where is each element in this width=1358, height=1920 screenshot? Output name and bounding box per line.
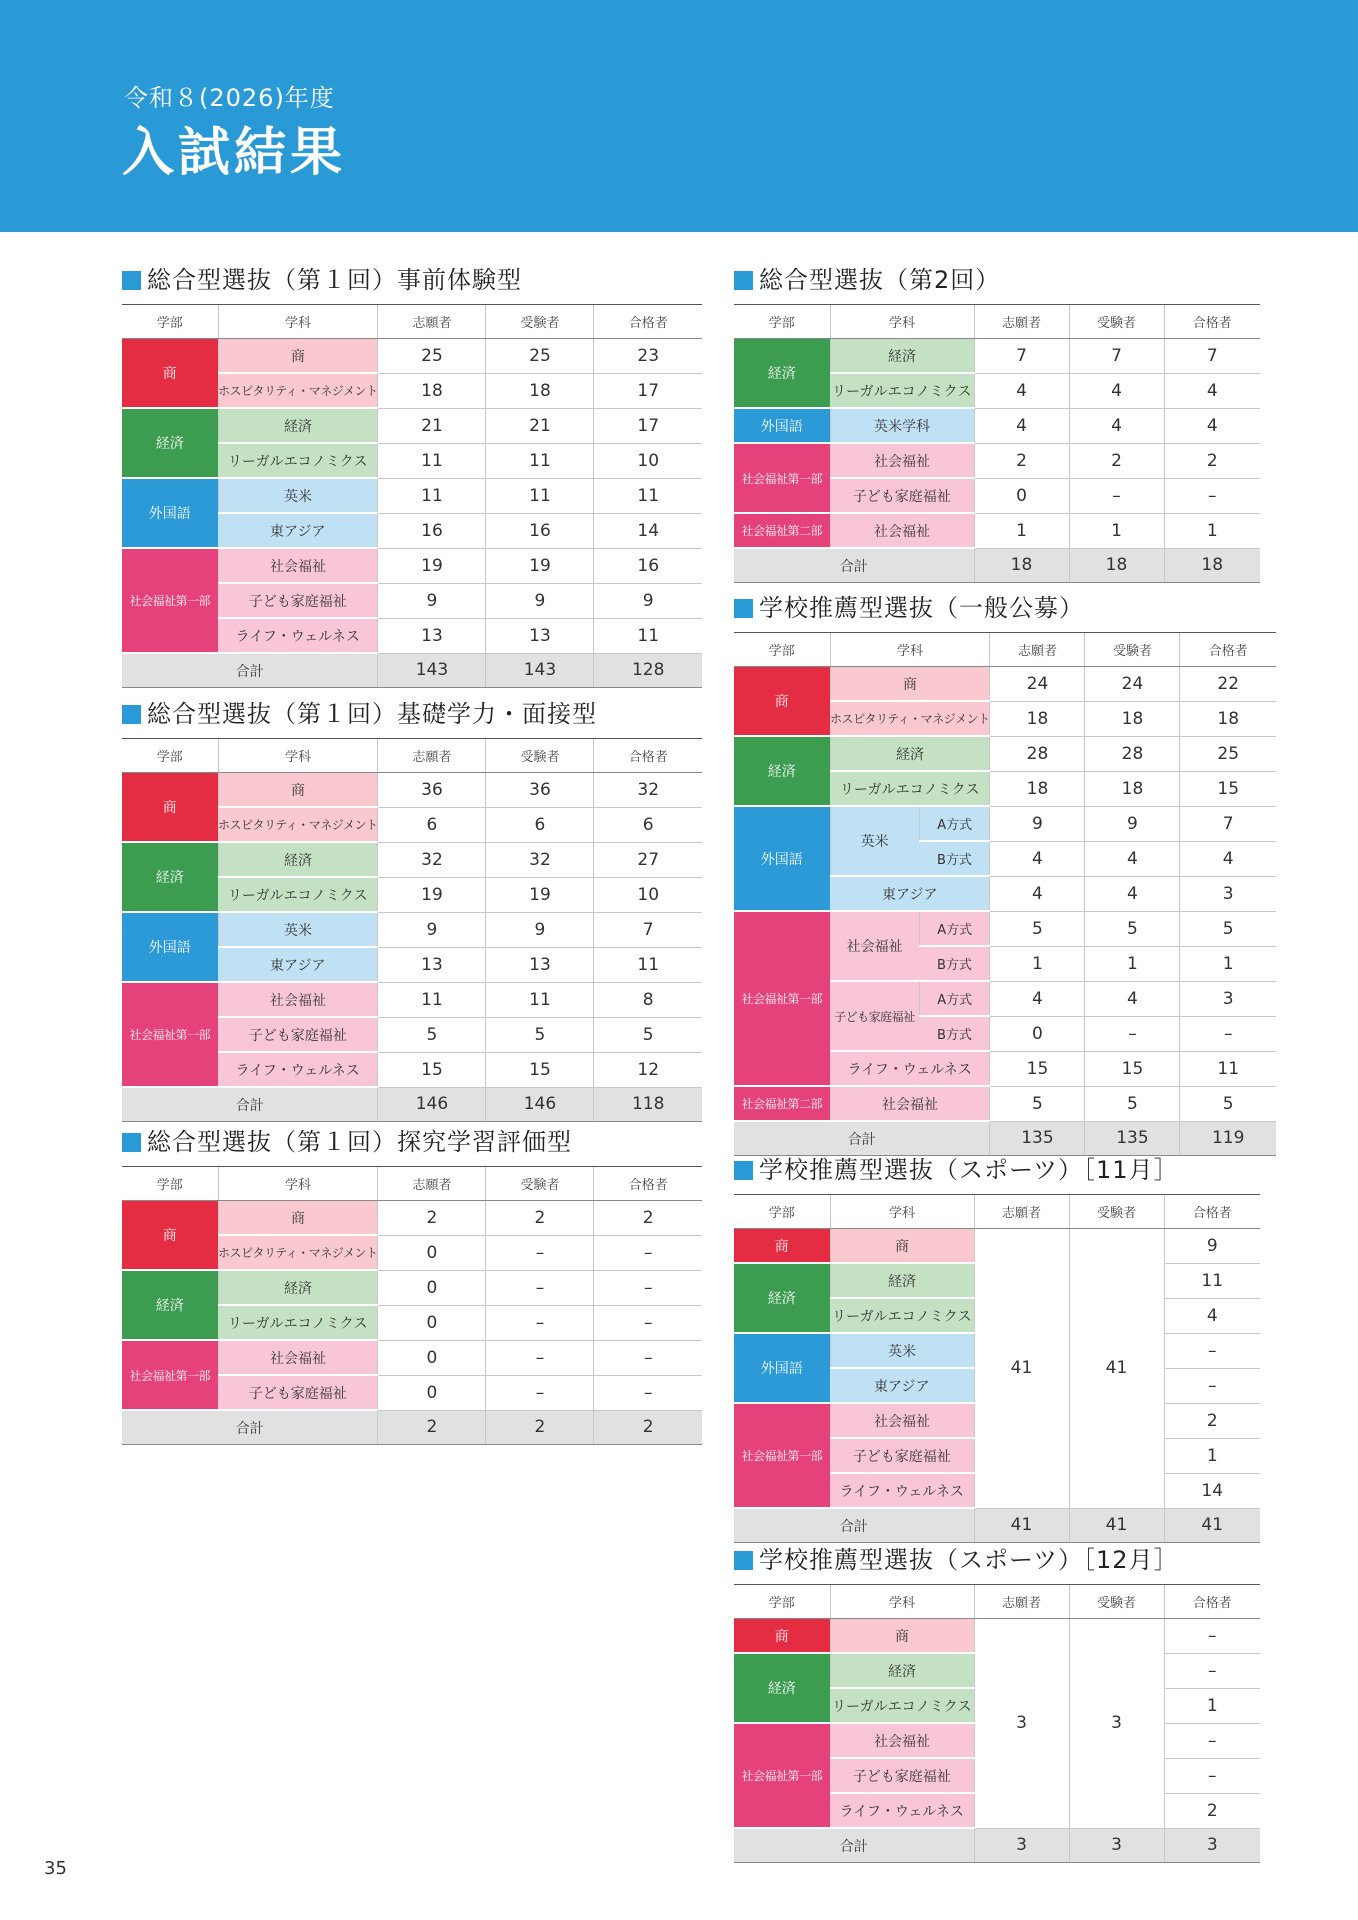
subject-cell: 社会福祉 <box>218 982 378 1017</box>
total-row: 合計 3 3 3 <box>734 1828 1260 1863</box>
table-row: 東アジア 13 13 11 <box>122 947 702 982</box>
subject-cell: 英米 <box>218 478 378 513</box>
subject-cell: 英米学科 <box>830 408 974 443</box>
subject-cell: ライフ・ウェルネス <box>218 1052 378 1087</box>
total-row: 合計 2 2 2 <box>122 1410 702 1445</box>
subject-cell: 東アジア <box>830 876 990 911</box>
table-row: リーガルエコノミクス 1 <box>734 1688 1260 1723</box>
subject-cell: 社会福祉 <box>830 911 919 981</box>
results-table <box>122 304 702 688</box>
subject-cell: ホスピタリティ・マネジメント <box>218 807 378 842</box>
table-row: ライフ・ウェルネス 14 <box>734 1473 1260 1508</box>
table-row: ライフ・ウェルネス 13 13 11 <box>122 618 702 653</box>
section-sports-november <box>734 1152 1260 1543</box>
subject-cell: リーガルエコノミクス <box>218 1305 378 1340</box>
section-sports-december <box>734 1542 1260 1863</box>
subject-cell: 東アジア <box>218 513 378 548</box>
page-subtitle: 令和８(2026)年度 <box>124 84 335 112</box>
table-header: 学部 学科 志願者 受験者 合格者 <box>734 1195 1260 1229</box>
merged-applicants: 41 <box>974 1229 1069 1509</box>
subject-cell: 子ども家庭福祉 <box>830 1758 974 1793</box>
table-row: ライフ・ウェルネス 2 <box>734 1793 1260 1828</box>
square-bullet-icon <box>734 1161 753 1180</box>
subject-cell: リーガルエコノミクス <box>218 877 378 912</box>
subject-cell: 経済 <box>218 842 378 877</box>
table-row: 外国語 英米 9 9 7 <box>122 912 702 947</box>
table-row: リーガルエコノミクス 4 4 4 <box>734 373 1260 408</box>
table-row: 商 商 3 3 – <box>734 1619 1260 1654</box>
subject-cell: 経済 <box>830 1263 974 1298</box>
subject-cell: 東アジア <box>830 1368 974 1403</box>
subject-cell: ホスピタリティ・マネジメント <box>218 373 378 408</box>
dept-cell: 商 <box>734 1619 830 1654</box>
table-header: 学部 学科 志願者 受験者 合格者 <box>122 1167 702 1201</box>
dept-cell: 外国語 <box>734 806 830 911</box>
subject-cell: 英米 <box>830 1333 974 1368</box>
table-row: 経済 経済 28 28 25 <box>734 736 1276 771</box>
table-row: 社会福祉第一部 社会福祉 0 – – <box>122 1340 702 1375</box>
table-row: ライフ・ウェルネス 15 15 11 <box>734 1051 1276 1086</box>
table-row: 子ども家庭福祉 5 5 5 <box>122 1017 702 1052</box>
method-cell: A方式 <box>919 911 990 946</box>
merged-applicants: 3 <box>974 1619 1069 1829</box>
table-row: 経済 経済 – <box>734 1653 1260 1688</box>
table-row: 商 商 24 24 22 <box>734 667 1276 702</box>
table-row: B方式 0 – – <box>734 1016 1276 1051</box>
dept-cell: 社会福祉第一部 <box>122 548 218 653</box>
table-row: 東アジア – <box>734 1368 1260 1403</box>
table-row: 子ども家庭福祉 1 <box>734 1438 1260 1473</box>
section-second-round <box>734 262 1260 583</box>
table-row: リーガルエコノミクス 0 – – <box>122 1305 702 1340</box>
section-title: 学校推薦型選抜（スポーツ）［12月］ <box>734 1542 1260 1578</box>
dept-cell: 社会福祉第一部 <box>122 982 218 1087</box>
dept-cell: 外国語 <box>122 478 218 548</box>
table-row: 子ども家庭福祉 0 – – <box>734 478 1260 513</box>
subject-cell: 子ども家庭福祉 <box>218 1375 378 1410</box>
dept-cell: 経済 <box>734 1653 830 1723</box>
table-row: ホスピタリティ・マネジメント 18 18 17 <box>122 373 702 408</box>
table-row: 子ども家庭福祉 – <box>734 1758 1260 1793</box>
section-title: 学校推薦型選抜（スポーツ）［11月］ <box>734 1152 1260 1188</box>
dept-cell: 経済 <box>122 408 218 478</box>
table-row: 外国語 英米学科 4 4 4 <box>734 408 1260 443</box>
table-row: ホスピタリティ・マネジメント 18 18 18 <box>734 701 1276 736</box>
table-row: B方式 1 1 1 <box>734 946 1276 981</box>
subject-cell: 子ども家庭福祉 <box>830 981 919 1051</box>
subject-cell: 社会福祉 <box>830 1086 990 1121</box>
table-row: 子ども家庭福祉 0 – – <box>122 1375 702 1410</box>
results-table <box>122 1166 702 1445</box>
table-row: 商 商 2 2 2 <box>122 1201 702 1236</box>
section-title: 総合型選抜（第１回）事前体験型 <box>122 262 702 298</box>
subject-cell: リーガルエコノミクス <box>830 1688 974 1723</box>
subject-cell: 英米 <box>218 912 378 947</box>
results-table <box>734 632 1276 1156</box>
dept-cell: 社会福祉第二部 <box>734 1086 830 1121</box>
subject-cell: 社会福祉 <box>830 443 974 478</box>
table-row: 子ども家庭福祉 A方式 4 4 3 <box>734 981 1276 1016</box>
subject-cell: 社会福祉 <box>218 1340 378 1375</box>
merged-examinees: 3 <box>1069 1619 1164 1829</box>
total-row: 合計 18 18 18 <box>734 548 1260 583</box>
results-table <box>122 738 702 1122</box>
dept-cell: 外国語 <box>734 408 830 443</box>
dept-cell: 経済 <box>122 842 218 912</box>
subject-cell: 商 <box>830 1619 974 1654</box>
table-row: B方式 4 4 4 <box>734 841 1276 876</box>
table-row: 東アジア 16 16 14 <box>122 513 702 548</box>
dept-cell: 商 <box>122 339 218 409</box>
subject-cell: 社会福祉 <box>830 513 974 548</box>
table-row: 経済 経済 0 – – <box>122 1270 702 1305</box>
dept-cell: 社会福祉第一部 <box>122 1340 218 1410</box>
dept-cell: 経済 <box>734 736 830 806</box>
table-row: 社会福祉第一部 社会福祉 A方式 5 5 5 <box>734 911 1276 946</box>
table-row: ホスピタリティ・マネジメント 6 6 6 <box>122 807 702 842</box>
table-row: リーガルエコノミクス 18 18 15 <box>734 771 1276 806</box>
table-row: 社会福祉第一部 社会福祉 – <box>734 1723 1260 1758</box>
subject-cell: ライフ・ウェルネス <box>830 1051 990 1086</box>
table-row: リーガルエコノミクス 11 11 10 <box>122 443 702 478</box>
subject-cell: 子ども家庭福祉 <box>830 1438 974 1473</box>
method-cell: A方式 <box>919 981 990 1016</box>
method-cell: B方式 <box>919 946 990 981</box>
subject-cell: 商 <box>218 339 378 374</box>
subject-cell: ライフ・ウェルネス <box>218 618 378 653</box>
subject-cell: 社会福祉 <box>830 1403 974 1438</box>
dept-cell: 社会福祉第一部 <box>734 911 830 1086</box>
results-table <box>734 1194 1260 1543</box>
subject-cell: 英米 <box>830 806 919 876</box>
dept-cell: 商 <box>734 667 830 737</box>
section-title: 総合型選抜（第１回）探究学習評価型 <box>122 1124 702 1160</box>
dept-cell: 経済 <box>122 1270 218 1340</box>
subject-cell: リーガルエコノミクス <box>218 443 378 478</box>
dept-cell: 経済 <box>734 1263 830 1333</box>
merged-examinees: 41 <box>1069 1229 1164 1509</box>
table-header: 学部 学科 志願者 受験者 合格者 <box>734 633 1276 667</box>
table-row: 商 商 36 36 32 <box>122 773 702 808</box>
total-row: 合計 41 41 41 <box>734 1508 1260 1543</box>
subject-cell: 子ども家庭福祉 <box>218 583 378 618</box>
table-row: 社会福祉第二部 社会福祉 1 1 1 <box>734 513 1260 548</box>
subject-cell: リーガルエコノミクス <box>830 373 974 408</box>
section-general-recommendation <box>734 590 1276 1156</box>
table-header: 学部 学科 志願者 受験者 合格者 <box>122 305 702 339</box>
dept-cell: 社会福祉第一部 <box>734 443 830 513</box>
table-row: ライフ・ウェルネス 15 15 12 <box>122 1052 702 1087</box>
subject-cell: 商 <box>830 667 990 702</box>
subject-cell: 社会福祉 <box>218 548 378 583</box>
table-row: 経済 経済 32 32 27 <box>122 842 702 877</box>
table-row: 外国語 英米 – <box>734 1333 1260 1368</box>
subject-cell: 経済 <box>218 408 378 443</box>
table-row: 社会福祉第一部 社会福祉 11 11 8 <box>122 982 702 1017</box>
dept-cell: 外国語 <box>734 1333 830 1403</box>
square-bullet-icon <box>122 271 141 290</box>
page-title: 入試結果 <box>122 123 347 183</box>
subject-cell: 商 <box>218 773 378 808</box>
subject-cell: ホスピタリティ・マネジメント <box>830 701 990 736</box>
table-row: 経済 経済 7 7 7 <box>734 339 1260 374</box>
subject-cell: ライフ・ウェルネス <box>830 1473 974 1508</box>
dept-cell: 社会福祉第一部 <box>734 1723 830 1828</box>
results-table <box>734 304 1260 583</box>
subject-cell: 子ども家庭福祉 <box>218 1017 378 1052</box>
table-row: 社会福祉第一部 社会福祉 19 19 16 <box>122 548 702 583</box>
section-basic-interview <box>122 696 702 1122</box>
subject-cell: ホスピタリティ・マネジメント <box>218 1235 378 1270</box>
subject-cell: リーガルエコノミクス <box>830 1298 974 1333</box>
table-row: 社会福祉第一部 社会福祉 2 <box>734 1403 1260 1438</box>
dept-cell: 社会福祉第一部 <box>734 1403 830 1508</box>
table-row: 外国語 英米 A方式 9 9 7 <box>734 806 1276 841</box>
table-header: 学部 学科 志願者 受験者 合格者 <box>122 739 702 773</box>
dept-cell: 外国語 <box>122 912 218 982</box>
table-row: 東アジア 4 4 3 <box>734 876 1276 911</box>
table-row: リーガルエコノミクス 4 <box>734 1298 1260 1333</box>
total-row: 合計 146 146 118 <box>122 1087 702 1122</box>
section-title: 総合型選抜（第１回）基礎学力・面接型 <box>122 696 702 732</box>
section-title: 学校推薦型選抜（一般公募） <box>734 590 1276 626</box>
table-row: 社会福祉第二部 社会福祉 5 5 5 <box>734 1086 1276 1121</box>
section-title: 総合型選抜（第2回） <box>734 262 1260 298</box>
dept-cell: 商 <box>734 1229 830 1264</box>
table-header: 学部 学科 志願者 受験者 合格者 <box>734 305 1260 339</box>
results-table <box>734 1584 1260 1863</box>
subject-cell: 商 <box>830 1229 974 1264</box>
total-row: 合計 143 143 128 <box>122 653 702 688</box>
subject-cell: 経済 <box>830 1653 974 1688</box>
table-row: 外国語 英米 11 11 11 <box>122 478 702 513</box>
square-bullet-icon <box>122 705 141 724</box>
subject-cell: 社会福祉 <box>830 1723 974 1758</box>
table-header: 学部 学科 志願者 受験者 合格者 <box>734 1585 1260 1619</box>
subject-cell: 東アジア <box>218 947 378 982</box>
table-row: 子ども家庭福祉 9 9 9 <box>122 583 702 618</box>
subject-cell: 子ども家庭福祉 <box>830 478 974 513</box>
table-row: 経済 経済 11 <box>734 1263 1260 1298</box>
dept-cell: 経済 <box>734 339 830 409</box>
subject-cell: リーガルエコノミクス <box>830 771 990 806</box>
square-bullet-icon <box>122 1133 141 1152</box>
dept-cell: 商 <box>122 773 218 843</box>
method-cell: B方式 <box>919 1016 990 1051</box>
subject-cell: 商 <box>218 1201 378 1236</box>
header-banner <box>0 0 1358 232</box>
method-cell: A方式 <box>919 806 990 841</box>
total-row: 合計 135 135 119 <box>734 1121 1276 1156</box>
section-inquiry-learning <box>122 1124 702 1445</box>
method-cell: B方式 <box>919 841 990 876</box>
page-number: 35 <box>44 1858 67 1879</box>
subject-cell: ライフ・ウェルネス <box>830 1793 974 1828</box>
table-row: 経済 経済 21 21 17 <box>122 408 702 443</box>
dept-cell: 社会福祉第二部 <box>734 513 830 548</box>
subject-cell: 経済 <box>830 339 974 374</box>
subject-cell: 経済 <box>830 736 990 771</box>
table-row: リーガルエコノミクス 19 19 10 <box>122 877 702 912</box>
square-bullet-icon <box>734 1551 753 1570</box>
section-early-experience <box>122 262 702 688</box>
dept-cell: 商 <box>122 1201 218 1271</box>
table-row: 社会福祉第一部 社会福祉 2 2 2 <box>734 443 1260 478</box>
square-bullet-icon <box>734 599 753 618</box>
square-bullet-icon <box>734 271 753 290</box>
table-row: ホスピタリティ・マネジメント 0 – – <box>122 1235 702 1270</box>
table-row: 商 商 41 41 9 <box>734 1229 1260 1264</box>
subject-cell: 経済 <box>218 1270 378 1305</box>
table-row: 商 商 25 25 23 <box>122 339 702 374</box>
